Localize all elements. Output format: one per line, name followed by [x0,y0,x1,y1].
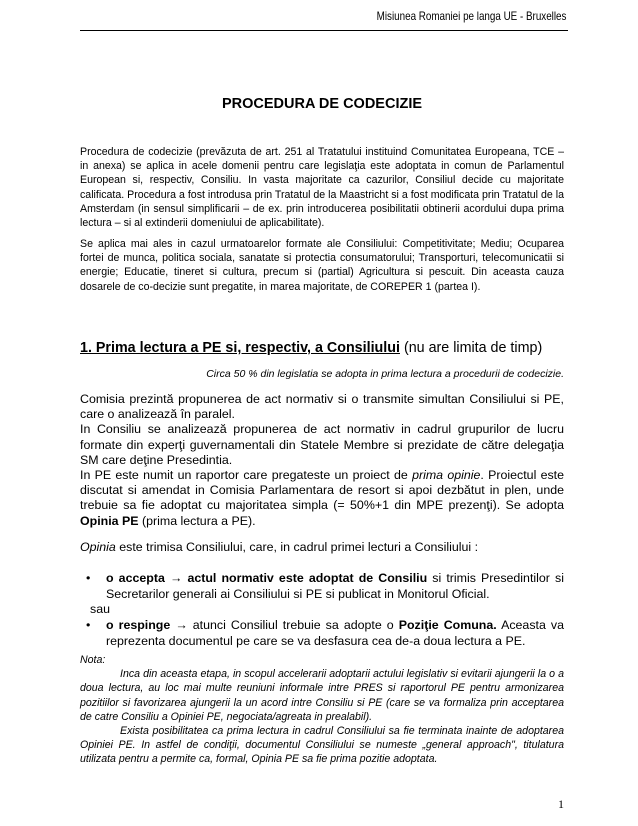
note-text-2: Exista posibilitatea ca prima lectura in cadrul Consiliului sa fie terminata inainte de adoptarea Opiniei PE. In astfel de condiţii, documentul Consiliului se numeste „general approach", titulatura utilizata pentru a permite ca, formal, Opinia PE sa fie prima pozitie adoptata. [80,725,564,766]
note-block [80,653,564,767]
content [80,0,564,826]
p4-italic: Opinia [80,540,116,554]
page-number: 1 [558,797,564,811]
note-label: Nota: [80,654,106,666]
body-paragraph-4 [80,540,564,555]
p3-text-a: In PE este numit un raportor care pregateste un proiect de [80,468,413,483]
bullet-accept [80,571,564,602]
intro-paragraph-2: Se aplica mai ales in cazul urmatoarelor formate ale Consiliului: Competitivitate; Mediu; Ocuparea fortei de munca, politica sociala, sanatate si protectia consumatorului; Transporturi, telecomunicatii si energie; Educatie, tineret si cultura, precum si (partial) Agricultura si pescuit. Din aceasta cauza dosarele de co-decizie sunt pregatite, in marea majoritate, de COREPER 1 (partea I). [80,238,564,293]
bullet-accept-bold: o accepta → actul normativ este adoptat de Consiliu [106,571,428,585]
p3-text-b: . Proiectul este discutat si amendat in Comisia Parlamentara de resort si apoi dezbătut in plen, unde trebuie sa fie adoptat cu majoritatea simpla (= 50%+1 din MPE prezenţi). Se adopta [80,468,565,513]
bullet-reject-bold: o respinge [106,618,171,632]
page-title: PROCEDURA DE CODECIZIE [221,96,423,112]
section-heading-text: 1. Prima lectura a PE si, respectiv, a Consiliului [80,340,400,356]
bullet-reject-mid: → atunci Consiliul trebuie sa adopte o [170,618,399,632]
note-text-1: Inca din aceasta etapa, in scopul accelerarii adoptarii actului legislativ si evitarii ajungerii la o a doua lectura, au loc mai multe reuniuni informale intre PRES si raportorul PE pentru armonizarea pozitiilor si favorizarea ajungerii la un acord intre Consiliu si PE (care se va formaliza prin acceptarea de catre Consiliu a Opiniei PE, negociata/agreata in prealabil). [80,668,564,723]
running-header: Misiunea Romaniei pe langa UE - Bruxelles [376,9,566,23]
p3-bold: Opinia PE [80,513,139,528]
note-paragraph-1 [80,667,564,724]
p3-text-c: (prima lectura a PE). [138,513,256,528]
or-label: sau [90,602,110,616]
bullet-reject-bold2: Poziţie Comuna. [398,618,497,632]
p4-text: este trimisa Consiliului, care, in cadrul primei lecturi a Consiliului : [115,540,479,554]
body-paragraph-1: Comisia prezintă propunerea de act normativ si o transmite simultan Consiliului si PE, care o analizează în paralel. [80,392,564,422]
p3-italic: prima opinie [412,468,481,483]
bullet-dot-icon: • [86,571,91,585]
bullet-dot-icon: • [86,618,91,632]
section-heading-note: (nu are limita de timp) [403,340,543,356]
note-paragraph-2 [80,724,564,767]
section-subnote: Circa 50 % din legislatia se adopta in prima lectura a procedurii de codecizie. [206,368,564,380]
body-paragraph-2: In Consiliu se analizează propunerea de act normativ in cadrul grupurilor de lucru formate din experţi guvernamentali din Statele Membre si prezidate de către delegaţia SM care deţine Presedintia. [80,422,564,467]
body-paragraph-3 [80,468,564,529]
bullet-reject [80,618,564,649]
bullet-accept-text: si trimis Presedintilor si Secretarilor generali ai Consiliului si PE si publicat in Monitorul Oficial. [106,571,564,601]
section-heading [80,340,542,356]
bullet-reject-text: Aceasta va reprezenta documentul pe care se va desfasura cea de-a doua lectura a PE. [106,618,564,648]
section-body [80,392,564,529]
intro-paragraph-1: Procedura de codecizie (prevăzuta de art. 251 al Tratatului instituind Comunitatea Europeana, TCE – in anexa) se aplica in acele domenii pentru care legislaţia este adoptata in comun de Parlamentul European si, respectiv, Consiliu. In vasta majoritate ca cazurilor, Consiliul decide cu majoritate calificata. Procedura a fost introdusa prin Tratatul de la Maastricht si a fost modificata prin Tratatul de la Amsterdam (in sensul simplificarii – de ex. prin introducerea posibilitatii obtinerii acordului dupa prima lectura – si al extinderii domeniului de aplicabilitate). [80,146,564,230]
